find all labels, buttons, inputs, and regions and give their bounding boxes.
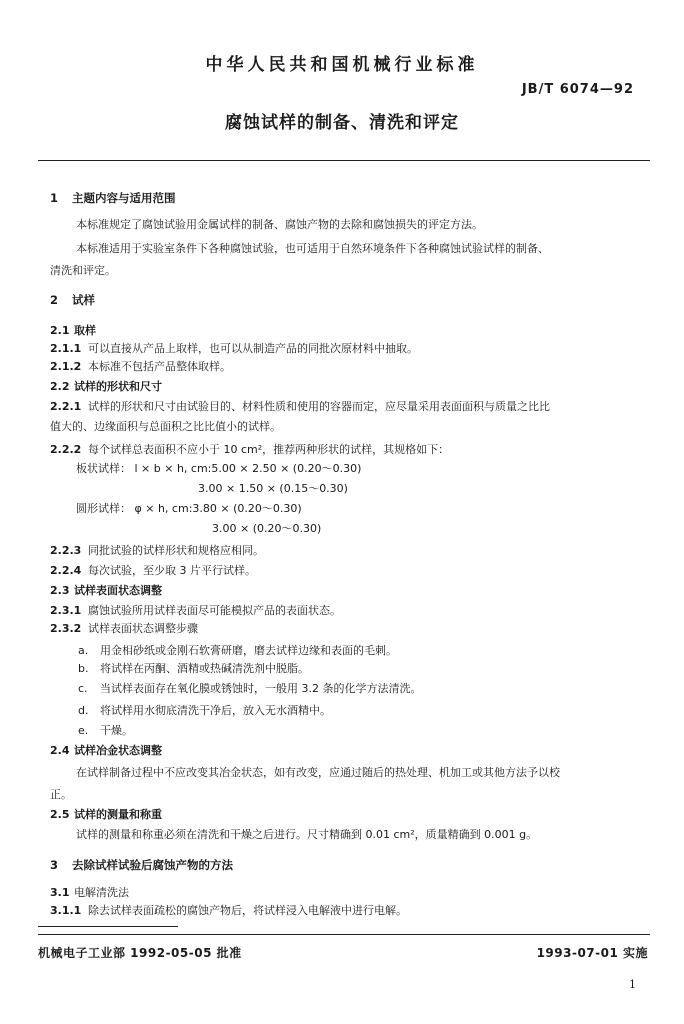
clause-text: 试样的测量和称重必须在清洗和干燥之后进行。尺寸精确到 0.01 cm²，质量精确到 0.001 g。 bbox=[76, 828, 538, 841]
section-heading bbox=[50, 292, 95, 308]
document-title: 腐蚀试样的制备、清洗和评定 bbox=[225, 113, 459, 133]
clause-number: e. bbox=[78, 724, 89, 737]
clause-number: 2.4 bbox=[50, 744, 70, 757]
subsection-heading bbox=[50, 378, 162, 394]
clause-number: 2 bbox=[50, 293, 59, 307]
clause-line bbox=[50, 542, 264, 558]
clause-text: 同批试验的试样形状和规格应相同。 bbox=[88, 544, 264, 557]
footer-divider bbox=[38, 934, 650, 935]
clause-number: 3.1.1 bbox=[50, 904, 82, 917]
clause-line bbox=[50, 358, 231, 374]
clause-line bbox=[50, 602, 341, 618]
list-item bbox=[78, 680, 422, 696]
clause-text: 去除试样试验后腐蚀产物的方法 bbox=[72, 858, 233, 872]
clause-number: 2.2.1 bbox=[50, 400, 82, 413]
paragraph-line bbox=[76, 764, 560, 780]
subsection-heading bbox=[50, 742, 162, 758]
specimen-spec-line bbox=[76, 460, 361, 476]
specimen-spec-line bbox=[212, 520, 321, 536]
clause-text: 值大的、边缘面积与总面积之比比值小的试样。 bbox=[50, 420, 281, 433]
clause-text: 本标准规定了腐蚀试验用金属试样的制备、腐蚀产物的去除和腐蚀损失的评定方法。 bbox=[76, 218, 483, 231]
clause-text: 正。 bbox=[50, 788, 72, 801]
paragraph-line bbox=[76, 240, 549, 256]
clause-line bbox=[50, 441, 449, 457]
page-number: 1 bbox=[629, 978, 636, 991]
clause-number: a. bbox=[78, 644, 89, 657]
clause-text: 取样 bbox=[74, 324, 96, 337]
paragraph-continuation bbox=[50, 262, 116, 278]
clause-text: 3.00 × 1.50 × (0.15～0.30) bbox=[198, 482, 348, 495]
clause-number: b. bbox=[78, 662, 89, 675]
clause-text: 本标准适用于实验室条件下各种腐蚀试验，也可适用于自然环境条件下各种腐蚀试验试样的制备、 bbox=[76, 242, 549, 255]
subsection-heading bbox=[50, 582, 162, 598]
paragraph-continuation bbox=[50, 786, 72, 802]
clause-number: 2.1.1 bbox=[50, 342, 82, 355]
clause-text: 圆形试样： φ × h, cm:3.80 × (0.20～0.30) bbox=[76, 502, 302, 515]
clause-text: 试样冶金状态调整 bbox=[74, 744, 162, 757]
clause-number: 2.2.2 bbox=[50, 443, 82, 456]
clause-number: 2.3 bbox=[50, 584, 70, 597]
clause-text: 试样的形状和尺寸由试验目的、材料性质和使用的容器而定，应尽量采用表面面积与质量之比比 bbox=[88, 400, 550, 413]
clause-number: 2.3.1 bbox=[50, 604, 82, 617]
section-heading bbox=[50, 857, 233, 873]
clause-text: 试样的形状和尺寸 bbox=[74, 380, 162, 393]
clause-text: 试样表面状态调整 bbox=[74, 584, 162, 597]
clause-number: 1 bbox=[50, 191, 59, 205]
header-divider bbox=[38, 160, 650, 161]
clause-text: 试样的测量和称重 bbox=[74, 808, 162, 821]
clause-line bbox=[50, 340, 418, 356]
clause-number: 2.2 bbox=[50, 380, 70, 393]
specimen-spec-line bbox=[198, 480, 348, 496]
clause-text: 可以直接从产品上取样，也可以从制造产品的同批次原材料中抽取。 bbox=[88, 342, 418, 355]
clause-number: 2.3.2 bbox=[50, 622, 82, 635]
list-item bbox=[78, 722, 133, 738]
clause-text: 3.00 × (0.20～0.30) bbox=[212, 522, 322, 535]
approval-note: 机械电子工业部 1992-05-05 批准 bbox=[38, 946, 242, 960]
clause-line bbox=[50, 398, 550, 414]
clause-text: 当试样表面存在氧化膜或锈蚀时，一般用 3.2 条的化学方法清洗。 bbox=[100, 682, 422, 695]
clause-number: d. bbox=[78, 704, 89, 717]
list-item bbox=[78, 660, 309, 676]
clause-line bbox=[50, 620, 198, 636]
clause-text: 清洗和评定。 bbox=[50, 264, 116, 277]
clause-text: 板状试样： l × b × h, cm:5.00 × 2.50 × (0.20～0.30) bbox=[76, 462, 362, 475]
clause-text: 将试样用水彻底清洗干净后，放入无水酒精中。 bbox=[100, 704, 331, 717]
clause-text: 每个试样总表面积不应小于 10 cm²，推荐两种形状的试样，其规格如下： bbox=[88, 443, 450, 456]
specimen-spec-line bbox=[76, 500, 302, 516]
effective-date: 1993-07-01 实施 bbox=[536, 946, 648, 960]
standard-code: JB/T 6074—92 bbox=[521, 82, 634, 97]
clause-number: 2.1 bbox=[50, 324, 70, 337]
clause-line bbox=[50, 902, 407, 918]
clause-text: 在试样制备过程中不应改变其冶金状态，如有改变，应通过随后的热处理、机加工或其他方法予以校 bbox=[76, 766, 560, 779]
paragraph-line bbox=[76, 216, 483, 232]
clause-text: 试样表面状态调整步骤 bbox=[88, 622, 198, 635]
section-heading bbox=[50, 190, 176, 206]
clause-text: 将试样在丙酮、酒精或热碱清洗剂中脱脂。 bbox=[100, 662, 309, 675]
footer-short-rule bbox=[38, 926, 178, 927]
clause-text: 除去试样表面疏松的腐蚀产物后，将试样浸入电解液中进行电解。 bbox=[88, 904, 407, 917]
subsection-heading bbox=[50, 322, 96, 338]
standard-org-title: 中华人民共和国机械行业标准 bbox=[205, 55, 479, 75]
clause-line bbox=[50, 884, 129, 900]
clause-text: 电解清洗法 bbox=[74, 886, 129, 899]
clause-line bbox=[50, 562, 256, 578]
subsection-heading bbox=[50, 806, 162, 822]
clause-text: 主题内容与适用范围 bbox=[72, 191, 176, 205]
clause-number: 2.2.3 bbox=[50, 544, 82, 557]
clause-text: 腐蚀试验所用试样表面尽可能模拟产品的表面状态。 bbox=[88, 604, 341, 617]
clause-text: 用金相砂纸或金刚石软膏研磨，磨去试样边缘和表面的毛刺。 bbox=[100, 644, 397, 657]
clause-number: 2.5 bbox=[50, 808, 70, 821]
clause-text: 本标准不包括产品整体取样。 bbox=[88, 360, 231, 373]
clause-number: 2.2.4 bbox=[50, 564, 82, 577]
clause-number: c. bbox=[78, 682, 88, 695]
clause-text: 干燥。 bbox=[100, 724, 133, 737]
paragraph-continuation bbox=[50, 418, 281, 434]
clause-text: 试样 bbox=[72, 293, 95, 307]
list-item bbox=[78, 702, 331, 718]
list-item bbox=[78, 642, 397, 658]
clause-number: 3 bbox=[50, 858, 59, 872]
paragraph-line bbox=[76, 826, 537, 842]
clause-number: 3.1 bbox=[50, 886, 70, 899]
clause-number: 2.1.2 bbox=[50, 360, 82, 373]
clause-text: 每次试验，至少取 3 片平行试样。 bbox=[88, 564, 256, 577]
